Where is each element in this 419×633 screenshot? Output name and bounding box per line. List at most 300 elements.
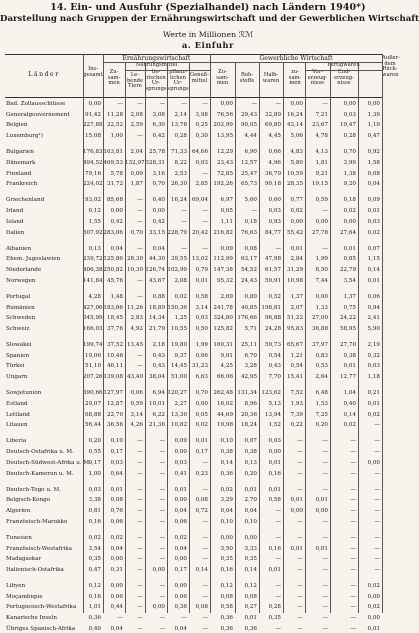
table-cell: 0,55 xyxy=(88,449,101,456)
table-cell: 54,52 xyxy=(240,267,257,273)
table-cell: 4,83 xyxy=(290,149,303,156)
table-cell: 0,09 xyxy=(220,245,233,252)
column-rule xyxy=(330,62,331,613)
table-row xyxy=(5,342,403,349)
header-ernaehrungswirtschaft: Ernährungswirtschaft xyxy=(122,55,191,62)
table-cell: 0,04 xyxy=(152,245,165,252)
table-cell: — xyxy=(159,518,165,525)
country-name: Liberia xyxy=(6,438,27,445)
table-cell: — xyxy=(350,593,356,600)
table-cell: — xyxy=(322,556,328,563)
table-cell: — xyxy=(159,486,165,493)
table-cell: — xyxy=(202,518,208,525)
table-cell: — xyxy=(350,583,356,589)
table-cell: — xyxy=(322,208,328,215)
table-row xyxy=(5,278,403,285)
table-cell: — xyxy=(202,459,208,466)
table-cell: 0,16 xyxy=(88,518,101,525)
table-cell: 33,15 xyxy=(148,229,165,236)
table-cell: 0,17 xyxy=(195,449,208,456)
table-cell: 24,28 xyxy=(264,325,281,332)
table-cell: 0,04 xyxy=(110,625,123,632)
table-cell: 2,08 xyxy=(174,277,187,284)
table-cell: 0,00 xyxy=(290,508,303,514)
table-cell: 0,03 xyxy=(268,208,281,215)
table-cell: 37,52 xyxy=(106,342,123,348)
table-cell: 0,17 xyxy=(88,459,101,466)
column-rule xyxy=(103,54,104,613)
table-cell: — xyxy=(297,518,303,525)
table-cell: 6,90 xyxy=(244,149,257,156)
table-row xyxy=(5,101,403,108)
country-name: Französisch-Marokko xyxy=(6,518,68,525)
table-cell: 0,36 xyxy=(88,615,101,622)
table-cell: — xyxy=(350,438,356,445)
table-cell: 0,72 xyxy=(195,508,208,514)
table-cell: 0,43 xyxy=(152,352,165,359)
table-cell: 84,77 xyxy=(264,229,281,236)
table-cell: 0,17 xyxy=(174,566,187,573)
country-name: Belgien xyxy=(6,122,28,129)
table-cell: 0,10 xyxy=(110,438,123,445)
table-cell: 0,12 xyxy=(88,208,101,215)
table-cell: 0,42 xyxy=(152,218,165,225)
table-cell: 14,45 xyxy=(170,363,187,370)
fertig-rule xyxy=(305,70,382,71)
table-row xyxy=(5,171,403,178)
table-cell: 0,44 xyxy=(110,604,123,611)
table-cell: 0,64 xyxy=(110,470,123,477)
table-cell: 12,57 xyxy=(240,159,257,166)
table-cell: — xyxy=(202,556,208,563)
table-cell: — xyxy=(297,438,303,445)
table-cell: — xyxy=(137,438,143,445)
table-cell: 0,70 xyxy=(152,181,165,188)
table-cell: — xyxy=(322,101,328,107)
table-cell: 65,67 xyxy=(286,342,303,348)
table-cell: 0,00 xyxy=(315,293,328,300)
table-cell: — xyxy=(159,534,165,541)
table-cell: 23,43 xyxy=(216,159,233,166)
table-cell: 176,66 xyxy=(237,315,257,322)
table-cell: 42,95 xyxy=(240,374,257,381)
table-cell: — xyxy=(297,604,303,611)
table-cell: 0,08 xyxy=(195,497,208,504)
table-cell: 2,59 xyxy=(130,122,143,129)
country-name: Moçambique xyxy=(6,593,43,600)
table-cell: 0,40 xyxy=(343,400,356,407)
table-cell: — xyxy=(350,615,356,622)
table-cell: 5,06 xyxy=(290,133,303,140)
country-name: Dänemark xyxy=(6,159,36,166)
table-row xyxy=(5,412,403,419)
table-cell: 0,01 xyxy=(343,245,356,252)
table-row xyxy=(5,615,403,622)
header-tierischen-ursprungs: tie- rischen Ur- sprungs xyxy=(145,69,167,92)
table-cell: — xyxy=(202,545,208,552)
table-cell: — xyxy=(137,449,143,456)
country-name: Sowjetunion xyxy=(6,390,42,397)
table-cell: 0,03 xyxy=(268,438,281,445)
table-cell: — xyxy=(374,438,380,445)
table-cell: 163,81 xyxy=(103,149,123,156)
country-name: Finnland xyxy=(6,170,32,177)
table-cell: 29,07 xyxy=(84,400,101,407)
table-cell: 8,22 xyxy=(174,159,187,166)
table-cell: 0,14 xyxy=(244,566,257,573)
table-cell: 3,98 xyxy=(195,111,208,118)
table-cell: 0,35 xyxy=(88,556,101,563)
table-cell: 13,02 xyxy=(191,256,208,263)
table-cell: 0,14 xyxy=(343,411,356,418)
table-cell: 0,81 xyxy=(88,508,101,514)
table-cell: 0,01 xyxy=(244,615,257,622)
country-name: Übriges Spanisch-Afrika xyxy=(6,625,76,632)
table-cell: 390,66 xyxy=(83,390,103,397)
table-cell: 0,67 xyxy=(367,245,380,252)
table-cell: 1,58 xyxy=(367,159,380,166)
table-cell: 1,99 xyxy=(195,342,208,348)
table-cell: 6,63 xyxy=(195,374,208,381)
table-cell: — xyxy=(322,245,328,252)
table-cell: 0,01 xyxy=(268,486,281,493)
table-cell: — xyxy=(159,593,165,600)
table-cell: 469,53 xyxy=(103,159,123,166)
table-cell: 32,89 xyxy=(264,111,281,118)
table-cell: 0,75 xyxy=(343,304,356,311)
table-cell: 0,21 xyxy=(367,390,380,397)
table-row xyxy=(5,471,403,478)
table-cell: 25,78 xyxy=(148,149,165,156)
table-cell: 36,56 xyxy=(106,422,123,429)
header-gewerbliche-wirtschaft: Gewerbliche Wirtschaft xyxy=(259,55,333,62)
header-nahrungsmittel: Nahrungsmittel xyxy=(135,62,178,68)
header-ern-zusammen: Zu- sam- men xyxy=(107,69,121,87)
table-cell: 0,00 xyxy=(315,508,328,514)
table-cell: 65,73 xyxy=(240,181,257,188)
table-cell: — xyxy=(297,593,303,600)
table-cell: 5,71 xyxy=(244,325,257,332)
table-cell: — xyxy=(374,497,380,504)
country-name: Schweden xyxy=(6,315,36,322)
table-cell: — xyxy=(159,615,165,622)
table-cell: 11,28 xyxy=(106,111,123,118)
table-cell: 19,06 xyxy=(84,352,101,359)
table-row xyxy=(5,422,403,429)
table-cell: 56,44 xyxy=(84,422,101,429)
country-name: Niederlande xyxy=(6,267,42,273)
table-cell: 283,06 xyxy=(103,229,123,236)
column-rule xyxy=(145,62,146,613)
table-cell: — xyxy=(350,449,356,456)
table-cell: 0,00 xyxy=(174,583,187,589)
table-cell: 112,99 xyxy=(213,256,233,263)
table-cell: — xyxy=(137,277,143,284)
table-cell: — xyxy=(297,470,303,477)
table-cell: 1,18 xyxy=(367,374,380,381)
header-vorerzeugnisse: Vor- erzeug- nisse xyxy=(307,69,328,87)
table-cell: 3,99 xyxy=(343,159,356,166)
table-cell: 19,15 xyxy=(311,181,328,188)
table-cell: 0,08 xyxy=(195,604,208,611)
table-cell: 1,87 xyxy=(130,181,143,188)
table-cell: 0,04 xyxy=(174,545,187,552)
table-cell: 1,19 xyxy=(367,122,380,129)
table-cell: 0,66 xyxy=(195,352,208,359)
units-note: Werte in Millionen ℛℳ xyxy=(162,30,254,39)
table-cell: — xyxy=(322,470,328,477)
header-genussmittel: Genuß- mittel xyxy=(189,72,210,84)
table-cell: 0,22 xyxy=(290,422,303,429)
table-row xyxy=(5,122,403,129)
table-row xyxy=(5,305,403,312)
table-cell: — xyxy=(202,615,208,622)
table-cell: 0,36 xyxy=(174,604,187,611)
table-row xyxy=(5,197,403,204)
table-cell: — xyxy=(137,534,143,541)
table-cell: — xyxy=(322,449,328,456)
table-cell: — xyxy=(251,101,257,107)
table-cell: 23,67 xyxy=(311,122,328,129)
table-cell: 0,08 xyxy=(244,245,257,252)
table-cell: — xyxy=(374,518,380,525)
table-cell: — xyxy=(322,518,328,525)
country-name: Kanarische Inseln xyxy=(6,615,57,622)
table-cell: — xyxy=(297,583,303,589)
table-cell: 0,02 xyxy=(174,293,187,300)
table-cell: 0,02 xyxy=(220,486,233,493)
table-cell: 202,99 xyxy=(213,122,233,129)
column-rule xyxy=(235,62,236,613)
table-cell: 0,06 xyxy=(110,518,123,525)
table-cell: — xyxy=(117,101,123,107)
country-name: Lettland xyxy=(6,411,30,418)
table-cell: 46,11 xyxy=(106,363,123,370)
table-cell: — xyxy=(137,593,143,600)
table-cell: 18,45 xyxy=(106,315,123,322)
country-name: Portugiesisch-Westafrika xyxy=(6,604,77,611)
table-cell: 0,13 xyxy=(88,245,101,252)
column-rule xyxy=(305,62,306,613)
table-cell: 1,53 xyxy=(315,400,328,407)
table-top-rule xyxy=(5,54,382,55)
section-heading: a. Einfuhr xyxy=(181,40,235,50)
country-name: Libyen xyxy=(6,583,26,589)
table-cell: 28,30 xyxy=(126,256,143,263)
table-cell: 61,57 xyxy=(264,267,281,273)
country-name: Rumänien xyxy=(6,304,35,311)
table-cell: — xyxy=(181,218,187,225)
country-name: Deutsch-Südwest-Afrika u. M. xyxy=(6,459,91,466)
table-cell: 0,58 xyxy=(220,604,233,611)
table-cell: 16,24 xyxy=(286,111,303,118)
country-name: Ungarn xyxy=(6,374,28,381)
table-cell: — xyxy=(275,245,281,252)
table-cell: — xyxy=(159,459,165,466)
table-cell: 427,06 xyxy=(83,304,103,311)
table-cell: 13,95 xyxy=(216,133,233,140)
table-cell: 1,55 xyxy=(88,218,101,225)
table-cell: 5,90 xyxy=(367,325,380,332)
table-cell: — xyxy=(202,486,208,493)
table-cell: 0,85 xyxy=(343,256,356,263)
table-cell: 39,55 xyxy=(170,256,187,263)
table-cell: 11,26 xyxy=(126,304,143,311)
table-cell: — xyxy=(202,170,208,177)
table-cell: — xyxy=(350,470,356,477)
table-cell: 36,79 xyxy=(264,170,281,177)
table-cell: 0,59 xyxy=(315,197,328,204)
table-cell: — xyxy=(297,459,303,466)
table-cell: — xyxy=(137,363,143,370)
table-cell: 0,18 xyxy=(343,197,356,204)
table-cell: 0,76 xyxy=(110,508,123,514)
table-cell: 40,85 xyxy=(240,304,257,311)
table-cell: — xyxy=(374,566,380,573)
table-cell: 132,97 xyxy=(125,159,145,166)
table-cell: 5,60 xyxy=(244,197,257,204)
table-cell: 20,42 xyxy=(191,229,208,236)
table-cell: 66,06 xyxy=(216,374,233,381)
table-cell: 166,03 xyxy=(83,325,103,332)
table-cell: 85,68 xyxy=(106,197,123,204)
column-rule xyxy=(125,62,126,613)
country-name: Spanien xyxy=(6,352,30,359)
table-cell: 12,77 xyxy=(339,374,356,381)
table-cell: 0,03 xyxy=(367,363,380,370)
table-cell: 0,00 xyxy=(290,101,303,107)
table-row xyxy=(5,267,403,274)
table-cell: 1,38 xyxy=(343,170,356,177)
table-cell: 0,36 xyxy=(220,470,233,477)
table-cell: 9,20 xyxy=(343,181,356,188)
table-cell: 7,21 xyxy=(315,111,328,118)
table-row xyxy=(5,460,403,467)
table-cell: 2,04 xyxy=(130,149,143,156)
table-cell: 0,10 xyxy=(220,438,233,445)
table-cell: — xyxy=(297,534,303,541)
table-cell: — xyxy=(137,218,143,225)
table-cell: — xyxy=(137,470,143,477)
table-cell: 139,08 xyxy=(103,374,123,381)
table-cell: 0,05 xyxy=(220,208,233,215)
table-cell: 44,69 xyxy=(216,411,233,418)
table-cell: 13,94 xyxy=(264,411,281,418)
table-cell: — xyxy=(181,208,187,215)
table-cell: 0,35 xyxy=(268,615,281,622)
table-cell: 0,40 xyxy=(88,625,101,632)
country-name: Französisch-Westafrika xyxy=(6,545,72,552)
table-row xyxy=(5,133,403,140)
country-name: Norwegen xyxy=(6,277,36,284)
table-cell: 1,39 xyxy=(367,111,380,118)
table-cell: 0,25 xyxy=(195,122,208,129)
table-cell: — xyxy=(297,566,303,573)
table-cell: 0,01 xyxy=(110,486,123,493)
table-cell: 0,41 xyxy=(174,470,187,477)
table-cell: 0,09 xyxy=(130,170,143,177)
country-name: Slowakei xyxy=(6,342,32,348)
table-cell: 4,78 xyxy=(315,133,328,140)
table-cell: 0,00 xyxy=(110,556,123,563)
table-cell: 31,23 xyxy=(191,363,208,370)
table-cell: 64,66 xyxy=(191,149,208,156)
table-cell: 0,20 xyxy=(88,438,101,445)
table-cell: — xyxy=(275,583,281,589)
table-cell: 0,04 xyxy=(174,625,187,632)
table-cell: 123,62 xyxy=(261,390,281,397)
table-cell: — xyxy=(137,208,143,215)
table-cell: 5,13 xyxy=(268,400,281,407)
table-cell: 2,84 xyxy=(290,256,303,263)
table-cell: 7,25 xyxy=(315,411,328,418)
table-cell: 2,27 xyxy=(174,400,187,407)
table-cell: 24,43 xyxy=(240,277,257,284)
table-cell: — xyxy=(275,508,281,514)
table-cell: 4,25 xyxy=(220,363,233,370)
table-cell: 0,42 xyxy=(152,133,165,140)
country-name: Griechenland xyxy=(6,197,45,204)
table-row xyxy=(5,535,403,542)
table-cell: — xyxy=(117,615,123,622)
header-bottom-rule xyxy=(5,97,382,98)
table-cell: — xyxy=(159,101,165,107)
table-cell: 0,01 xyxy=(290,497,303,504)
table-row xyxy=(5,604,403,611)
table-cell: 0,02 xyxy=(367,229,380,236)
country-name: Deutsch-Togo u. M. xyxy=(6,486,61,493)
table-cell: 0,04 xyxy=(110,245,123,252)
table-cell: 147,38 xyxy=(213,267,233,273)
table-cell: 0,08 xyxy=(244,593,257,600)
table-cell: 0,01 xyxy=(367,208,380,215)
table-cell: 1,81 xyxy=(315,159,328,166)
table-cell: 6,48 xyxy=(315,390,328,397)
table-cell: 4,13 xyxy=(315,149,328,156)
table-cell: 3,29 xyxy=(220,497,233,504)
table-cell: 0,14 xyxy=(195,566,208,573)
table-cell: 0,06 xyxy=(110,593,123,600)
table-cell: 0,00 xyxy=(220,534,233,541)
table-cell: 1,15 xyxy=(367,256,380,263)
table-cell: 0,00 xyxy=(367,615,380,622)
table-cell: — xyxy=(275,625,281,632)
table-cell: 7,44 xyxy=(315,277,328,284)
table-cell: — xyxy=(159,497,165,504)
table-cell: 0,13 xyxy=(244,459,257,466)
table-cell: 31,72 xyxy=(106,181,123,188)
table-cell: 0,01 xyxy=(290,245,303,252)
import-table xyxy=(5,54,403,632)
page-subtitle: Darstellung nach Gruppen der Ernährungswirtschaft und der Gewerblichen Wirtschaft xyxy=(0,14,419,24)
table-cell: 6,22 xyxy=(152,411,165,418)
table-cell: 127,97 xyxy=(103,390,123,397)
table-cell: 0,00 xyxy=(315,218,328,225)
table-cell: 0,02 xyxy=(88,534,101,541)
table-cell: — xyxy=(159,470,165,477)
table-cell: 0,36 xyxy=(220,615,233,622)
table-row xyxy=(5,294,403,301)
table-cell: 0,16 xyxy=(268,545,281,552)
table-cell: 1,99 xyxy=(315,256,328,263)
table-cell: 1,37 xyxy=(343,293,356,300)
table-cell: 3,33 xyxy=(244,545,257,552)
table-cell: 13,78 xyxy=(170,122,187,129)
table-cell: 91,42 xyxy=(84,111,101,118)
table-cell: 141,84 xyxy=(83,277,103,284)
table-row xyxy=(5,326,403,333)
table-cell: — xyxy=(350,556,356,563)
